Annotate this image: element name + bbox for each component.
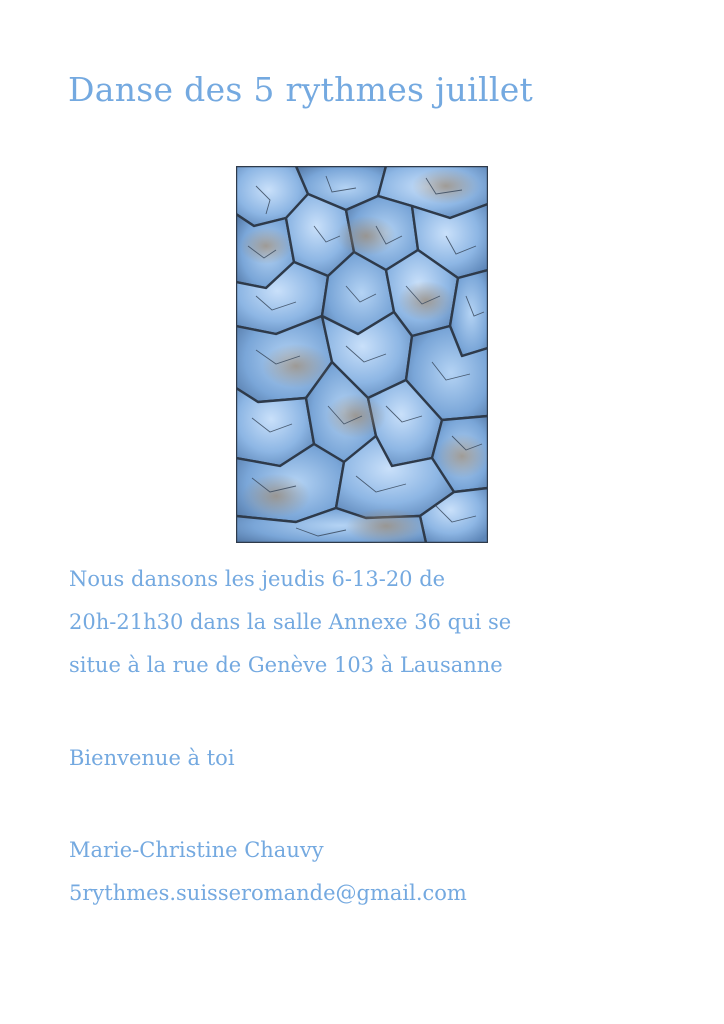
event-info <box>69 558 511 687</box>
event-info-line: situe à la rue de Genève 103 à Lausanne <box>69 653 503 677</box>
contact-block <box>69 829 467 915</box>
page-title: Danse des 5 rythmes juillet <box>68 70 534 109</box>
cracked-earth-photo <box>236 166 488 543</box>
contact-name: Marie-Christine Chauvy <box>69 838 324 862</box>
welcome-text: Bienvenue à toi <box>69 746 235 770</box>
cracked-earth-image <box>236 166 488 543</box>
event-info-line: 20h-21h30 dans la salle Annexe 36 qui se <box>69 610 512 634</box>
event-info-line: Nous dansons les jeudis 6-13-20 de <box>69 567 446 591</box>
contact-email: 5rythmes.suisseromande@gmail.com <box>69 881 467 905</box>
